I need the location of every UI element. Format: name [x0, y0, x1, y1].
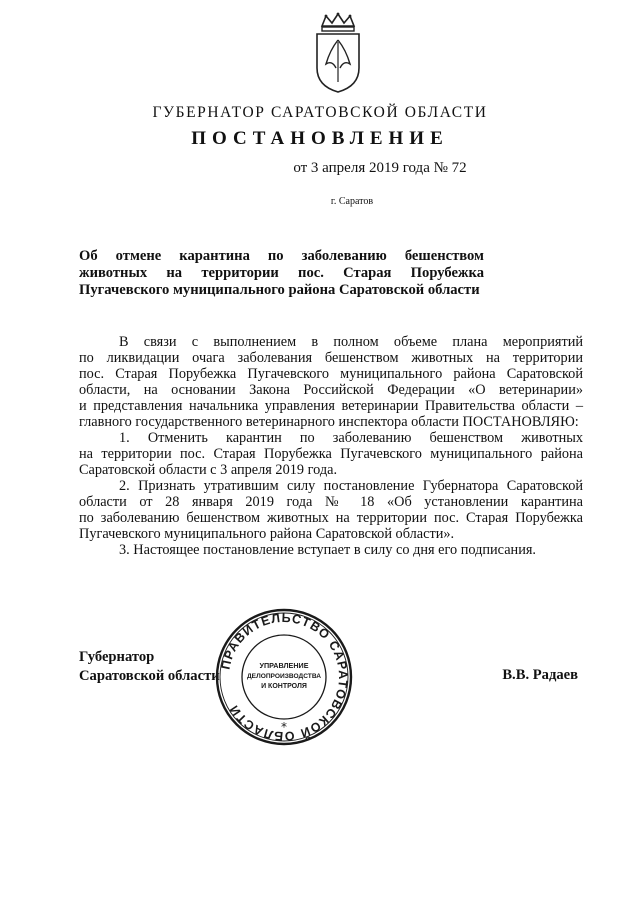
svg-text:*: *: [281, 720, 287, 734]
issuer-title: ГУБЕРНАТОР САРАТОВСКОЙ ОБЛАСТИ: [152, 104, 488, 121]
date-and-number: от 3 апреля 2019 года № 72: [293, 160, 467, 176]
body-line: по ликвидации очага заболевания бешенством животных на территории: [79, 350, 583, 366]
subject-line: Об отмене карантина по заболеванию бешенством: [79, 248, 484, 264]
coat-of-arms-icon: [312, 12, 364, 94]
signatory-position: [79, 648, 220, 686]
body-line: и представления начальника управления ветеринарии Правительства области –: [79, 398, 583, 414]
document-subject: [79, 248, 484, 299]
signatory-name: В.В. Радаев: [502, 667, 578, 683]
body-line: В связи с выполнением в полном объеме плана мероприятий: [119, 334, 583, 350]
body-line: по заболеванию бешенством животных на территории пос. Старая Порубежка: [79, 510, 583, 526]
body-line: 3. Настоящее постановление вступает в силу со дня его подписания.: [119, 542, 536, 558]
signatory-title-line: Губернатор: [79, 649, 155, 665]
body-line: Саратовской области с 3 апреля 2019 года.: [79, 462, 338, 478]
official-stamp-icon: [214, 607, 354, 747]
subject-line: животных на территории пос. Старая Порубежка: [79, 265, 484, 281]
body-line: области, на основании Закона Российской Федерации «О ветеринарии»: [79, 382, 583, 398]
stamp-inner-line: ДЕЛОПРОИЗВОДСТВА: [246, 673, 322, 680]
body-line: области от 28 января 2019 года № 18 «Об установлении карантина: [79, 494, 583, 510]
body-line: пос. Старая Порубежка Пугачевского муниципального района Саратовской: [79, 366, 583, 382]
body-line: Пугачевского муниципального района Саратовской области».: [79, 526, 455, 542]
body-line: 2. Признать утратившим силу постановление Губернатора Саратовской: [119, 478, 583, 494]
document-type: ПОСТАНОВЛЕНИЕ: [191, 128, 449, 149]
stamp-inner-line: УПРАВЛЕНИЕ: [259, 661, 309, 670]
signatory-title-line: Саратовской области: [79, 668, 220, 684]
subject-line: Пугачевского муниципального района Саратовской области: [79, 282, 480, 298]
document-body: [79, 334, 583, 558]
stamp-inner-line: И КОНТРОЛЯ: [261, 683, 307, 690]
stamp-outer-text: ПРАВИТЕЛЬСТВО САРАТОВСКОЙ ОБЛАСТИ: [218, 610, 351, 744]
body-line: 1. Отменить карантин по заболеванию бешенством животных: [119, 430, 583, 446]
place-of-issue: г. Саратов: [330, 196, 374, 207]
body-line: на территории пос. Старая Порубежка Пугачевского муниципального района: [79, 446, 583, 462]
body-line: главного государственного ветеринарного инспектора области ПОСТАНОВЛЯЮ:: [79, 414, 579, 430]
